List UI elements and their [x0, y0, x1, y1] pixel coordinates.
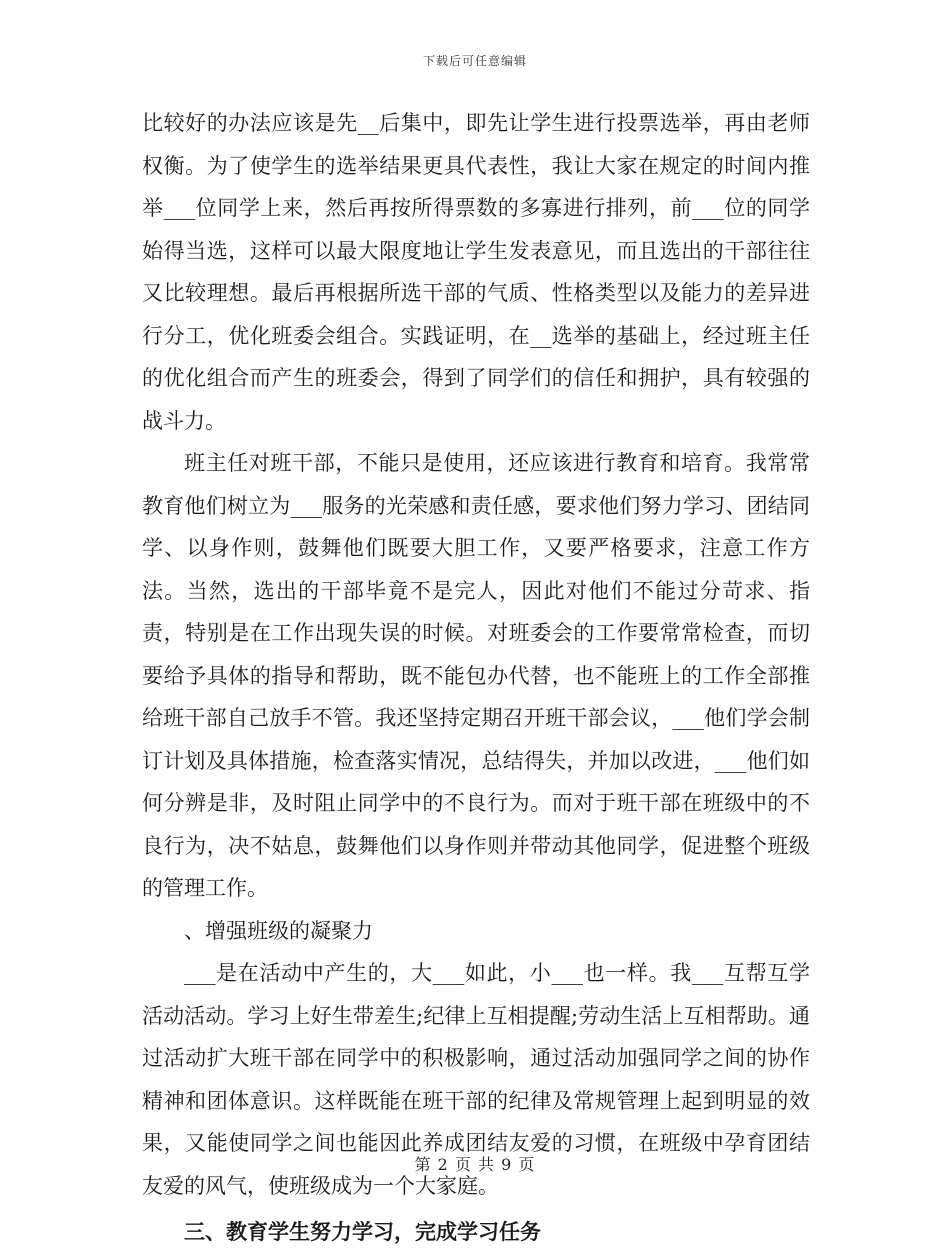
paragraph-cadre-training: 班主任对班干部，不能只是使用，还应该进行教育和培育。我常常教育他们树立为___服务的光荣感和责任感，要求他们努力学习、团结同学、以身作则，鼓舞他们既要大胆工作，又要严格要求，注意工作方法。当然，选出的干部毕竟不是完人，因此对他们不能过分苛求、指责，特别是在工作出现失误的时候。对班委会的工作要常常检查，而切要给予具体的指导和帮助，既不能包办代替，也不能班上的工作全部推给班干部自己放手不管。我还坚持定期召开班干部会议，___他们学会制订计划及具体措施，检查落实情况，总结得失，并加以改进，___他们如何分辨是非，及时阻止同学中的不良行为。而对于班干部在班级中的不良行为，决不姑息，鼓舞他们以身作则并带动其他同学，促进整个班级的管理工作。	[142, 451, 810, 900]
document-body	[142, 102, 810, 1254]
section-heading: 三、教育学生努力学习，完成学习任务	[184, 1219, 541, 1244]
paragraph-mutual-help-activities: ___是在活动中产生的，大___如此，小___也一样。我___互帮互学活动活动。学习上好生带差生;纪律上互相提醒;劳动生活上互相帮助。通过活动扩大班干部在同学中的积极影响，通过活动加强同学之间的协作精神和团体意识。这样既能在班干部的纪律及常规管理上起到明显的效果，又能使同学之间也能因此养成团结友爱的习惯，在班级中孕育团结友爱的风气，使班级成为一个大家庭。	[142, 961, 810, 1198]
subheading-class-cohesion: 、增强班级的凝聚力	[184, 918, 373, 943]
paragraph-election-method: 比较好的办法应该是先__后集中，即先让学生进行投票选举，再由老师权衡。为了使学生的选举结果更具代表性，我让大家在规定的时间内推举___位同学上来，然后再按所得票数的多寡进行排列，前___位的同学始得当选，这样可以最大限度地让学生发表意见，而且选出的干部往往又比较理想。最后再根据所选干部的气质、性格类型以及能力的差异进行分工，优化班委会组合。实践证明，在__选举的基础上，经过班主任的优化组合而产生的班委会，得到了同学们的信任和拥护，具有较强的战斗力。	[142, 111, 810, 433]
page-number-footer: 第 2 页 共 9 页	[414, 1155, 536, 1174]
page-header: 下载后可任意编辑	[422, 54, 527, 68]
